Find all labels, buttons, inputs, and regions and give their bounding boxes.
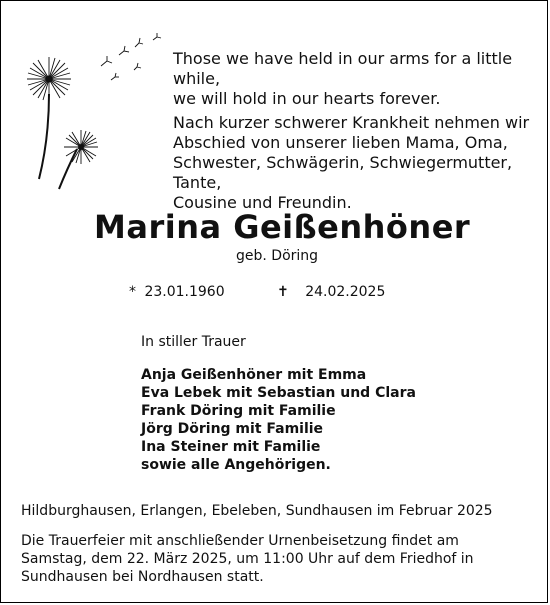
family-list — [141, 366, 416, 474]
funeral-line: Die Trauerfeier mit anschließender Urnenbeisetzung findet am — [21, 533, 459, 549]
quote-line: we will hold in our hearts forever. — [173, 89, 441, 108]
list-item: Frank Döring mit Familie — [141, 403, 336, 419]
quote-line: Those we have held in our arms for a little while, — [173, 49, 513, 88]
list-item: Jörg Döring mit Familie — [141, 421, 324, 437]
intro-line: Nach kurzer schwerer Krankheit nehmen wir — [173, 113, 530, 132]
intro-line: Schwester, Schwägerin, Schwiegermutter, Tante, — [173, 153, 513, 192]
list-item: Eva Lebek mit Sebastian und Clara — [141, 385, 416, 401]
birth-date-group — [129, 284, 225, 300]
quote — [173, 49, 543, 109]
intro-line: Cousine und Freundin. — [173, 193, 352, 212]
list-item: Anja Geißenhöner mit Emma — [141, 367, 367, 383]
list-item: Ina Steiner mit Familie — [141, 439, 321, 455]
funeral-line: Samstag, dem 22. März 2025, um 11:00 Uhr auf dem Friedhof in — [21, 551, 474, 567]
birth-date: 23.01.1960 — [144, 284, 225, 300]
life-dates — [1, 284, 549, 308]
dandelion-icon — [19, 29, 179, 199]
place-line: Hildburghausen, Erlangen, Ebeleben, Sundhausen im Februar 2025 — [21, 503, 493, 519]
death-date-group — [277, 284, 385, 300]
deceased-name: Marina Geißenhöner — [94, 208, 471, 246]
funeral-line: Sundhausen bei Nordhausen statt. — [21, 569, 264, 585]
funeral-info — [21, 532, 541, 586]
maiden-name: geb. Döring — [236, 248, 319, 264]
list-item: sowie alle Angehörigen. — [141, 457, 331, 473]
mourning-heading: In stiller Trauer — [141, 334, 246, 350]
birth-symbol: * — [129, 284, 136, 300]
death-date: 24.02.2025 — [305, 284, 386, 300]
intro-line: Abschied von unserer lieben Mama, Oma, — [173, 133, 508, 152]
cross-icon: ✝ — [277, 284, 289, 300]
intro-text — [173, 113, 543, 213]
